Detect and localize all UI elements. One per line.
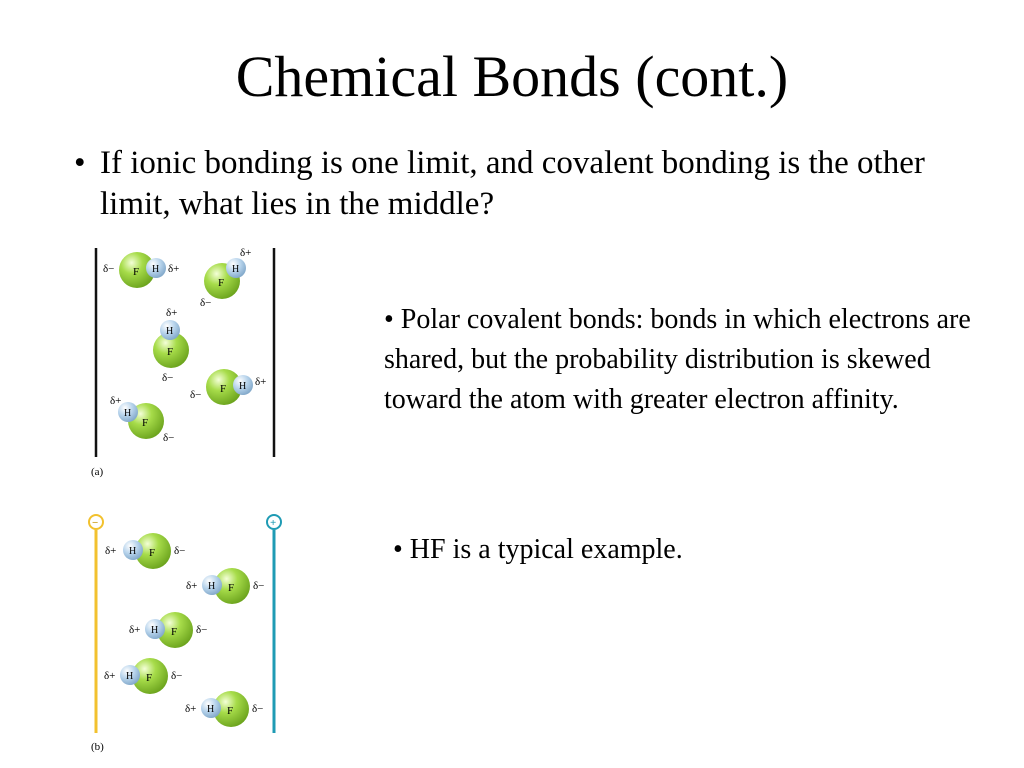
hf-molecule bbox=[110, 395, 174, 444]
hf-molecule bbox=[186, 568, 264, 604]
panel-a-label: (a) bbox=[91, 466, 104, 478]
hf-molecule bbox=[153, 307, 189, 384]
delta-plus-label: δ+ bbox=[240, 247, 252, 259]
atom-label: F bbox=[133, 266, 140, 278]
delta-plus-label: δ+ bbox=[168, 263, 180, 275]
atom-label: F bbox=[218, 277, 225, 289]
atom-label: H bbox=[152, 264, 160, 275]
hf-molecule bbox=[190, 369, 266, 405]
atom-label: F bbox=[167, 346, 174, 358]
slide-title: Chemical Bonds (cont.) bbox=[235, 44, 789, 109]
atom-label: F bbox=[171, 626, 178, 638]
atom-label: F bbox=[146, 672, 153, 684]
delta-minus-label: δ− bbox=[163, 432, 175, 444]
delta-minus-label: δ− bbox=[200, 297, 212, 309]
delta-plus-label: δ+ bbox=[166, 307, 178, 319]
delta-plus-label: δ+ bbox=[110, 395, 122, 407]
atom-label: H bbox=[232, 264, 240, 275]
plus-sign: + bbox=[270, 517, 277, 529]
atom-label: H bbox=[124, 408, 132, 419]
hf-molecule bbox=[104, 658, 182, 694]
hf-molecule bbox=[185, 691, 263, 727]
panel-b-label: (b) bbox=[91, 741, 104, 753]
atom-label: H bbox=[239, 381, 247, 392]
hf-molecule bbox=[200, 247, 251, 309]
delta-minus-label: δ− bbox=[174, 545, 186, 557]
hf-molecule bbox=[105, 533, 185, 569]
hf-molecule bbox=[103, 252, 179, 288]
atom-label: H bbox=[166, 326, 174, 337]
minus-sign: − bbox=[92, 517, 99, 529]
delta-minus-label: δ− bbox=[190, 389, 202, 401]
atom-label: H bbox=[126, 671, 134, 682]
delta-plus-label: δ+ bbox=[105, 545, 117, 557]
delta-plus-label: δ+ bbox=[104, 670, 116, 682]
delta-plus-label: δ+ bbox=[129, 624, 141, 636]
atom-label: H bbox=[208, 581, 216, 592]
atom-label: F bbox=[220, 383, 227, 395]
atom-label: F bbox=[142, 417, 149, 429]
delta-minus-label: δ− bbox=[253, 580, 265, 592]
delta-plus-label: δ+ bbox=[255, 376, 267, 388]
bullet-dot: • bbox=[74, 145, 86, 181]
delta-minus-label: δ− bbox=[171, 670, 183, 682]
hf-molecule bbox=[129, 612, 207, 648]
main-bullet-text: If ionic bonding is one limit, and covalent bonding is the other limit, what lies in the middle? bbox=[100, 145, 925, 222]
atom-label: F bbox=[227, 705, 234, 717]
atom-label: H bbox=[207, 704, 215, 715]
delta-minus-label: δ− bbox=[252, 703, 264, 715]
delta-plus-label: δ+ bbox=[185, 703, 197, 715]
delta-minus-label: δ− bbox=[196, 624, 208, 636]
delta-plus-label: δ+ bbox=[186, 580, 198, 592]
atom-label: F bbox=[228, 582, 235, 594]
delta-minus-label: δ− bbox=[103, 263, 115, 275]
atom-label: F bbox=[149, 547, 156, 559]
atom-label: H bbox=[129, 546, 137, 557]
polar-covalent-bullet: • Polar covalent bonds: bonds in which electrons are shared, but the probability distribution is skewed toward the atom with greater electron affinity. bbox=[384, 304, 971, 415]
atom-label: H bbox=[151, 625, 159, 636]
hf-example-bullet: • HF is a typical example. bbox=[393, 534, 683, 565]
delta-minus-label: δ− bbox=[162, 372, 174, 384]
